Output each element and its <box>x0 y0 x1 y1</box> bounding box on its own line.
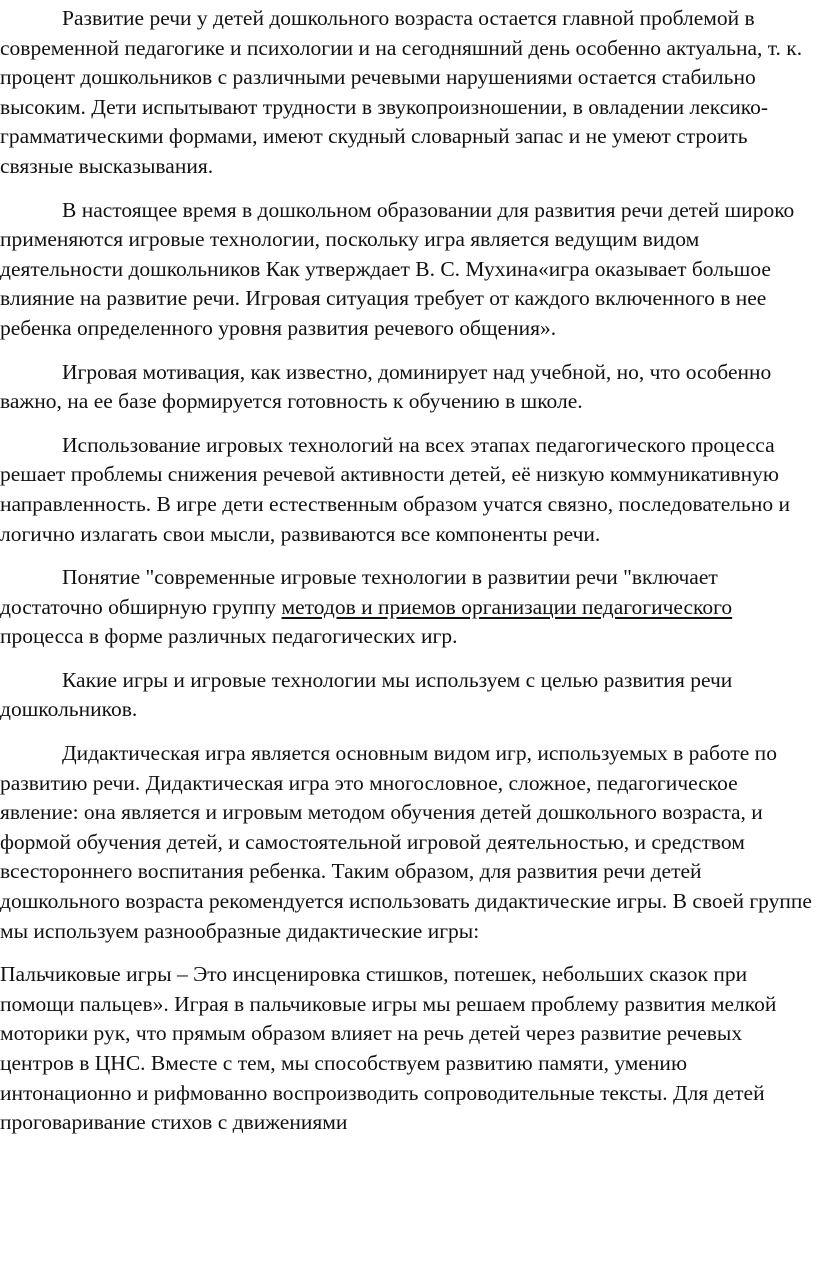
paragraph-concept <box>0 563 816 652</box>
paragraph-game-motivation: Игровая мотивация, как известно, доминирует над учебной, но, что особенно важно, на ее базе формируется готовность к обучению в школе. <box>0 359 772 414</box>
paragraph-finger-games: Пальчиковые игры – Это инсценировка стишков, потешек, небольших сказок при помощи пальцев». Играя в пальчиковые игры мы решаем проблему развития мелкой моторики рук, что прямым образом влияет на речь детей через развитие речевых центров в ЦНС. Вместе с тем, мы способствуем развитию памяти, умению интонационно и рифмованно воспроизводить сопроводительные тексты. Для детей проговаривание стихов с движениями <box>0 962 777 1135</box>
paragraph-concept-text-after: процесса в форме различных педагогических игр. <box>0 624 458 649</box>
paragraph-game-technologies: В настоящее время в дошкольном образовании для развития речи детей широко применяются игровые технологии, поскольку игра является ведущим видом деятельности дошкольников Как утверждает В. С. Мухина«игра оказывает большое влияние на развитие речи. Игровая ситуация требует от каждого включенного в нее ребенка определенного уровня развития речевого общения». <box>0 197 795 340</box>
paragraph-using-technologies: Использование игровых технологий на всех этапах педагогического процесса решает проблемы снижения речевой активности детей, её низкую коммуникативную направленность. В игре дети естественным образом учатся связно, последовательно и логично излагать свои мысли, развиваются все компоненты речи. <box>0 432 790 546</box>
paragraph-speech-development-problem: Развитие речи у детей дошкольного возраста остается главной проблемой в современной педагогике и психологии и на сегодняшний день особенно актуальна, т. к. процент дошкольников с различными речевыми нарушениями остается стабильно высоким. Дети испытывают трудности в звукопроизношении, в овладении лексико-грамматическими формами, имеют скудный словарный запас и не умеют строить связные высказывания. <box>0 6 803 178</box>
paragraph-didactic-game: Дидактическая игра является основным видом игр, используемых в работе по развитию речи. Дидактическая игра это многословное, сложное, педагогическое явление: она является и игровым методом обучения детей дошкольного возраста, и формой обучения детей, и самостоятельной игровой деятельностью, и средством всестороннего воспитания ребенка. Таким образом, для развития речи детей дошкольного возраста рекомендуется использовать дидактические игры. В своей группе мы используем разнообразные дидактические игры: <box>0 741 812 943</box>
paragraph-concept-text-before: Понятие "современные игровые технологии в развитии речи "включает достаточно обширную группу <box>0 565 718 619</box>
methods-link[interactable]: методов и приемов организации педагогического <box>281 594 733 619</box>
paragraph-which-games: Какие игры и игровые технологии мы используем с целью развития речи дошкольников. <box>0 667 733 722</box>
document-body <box>0 4 816 1138</box>
